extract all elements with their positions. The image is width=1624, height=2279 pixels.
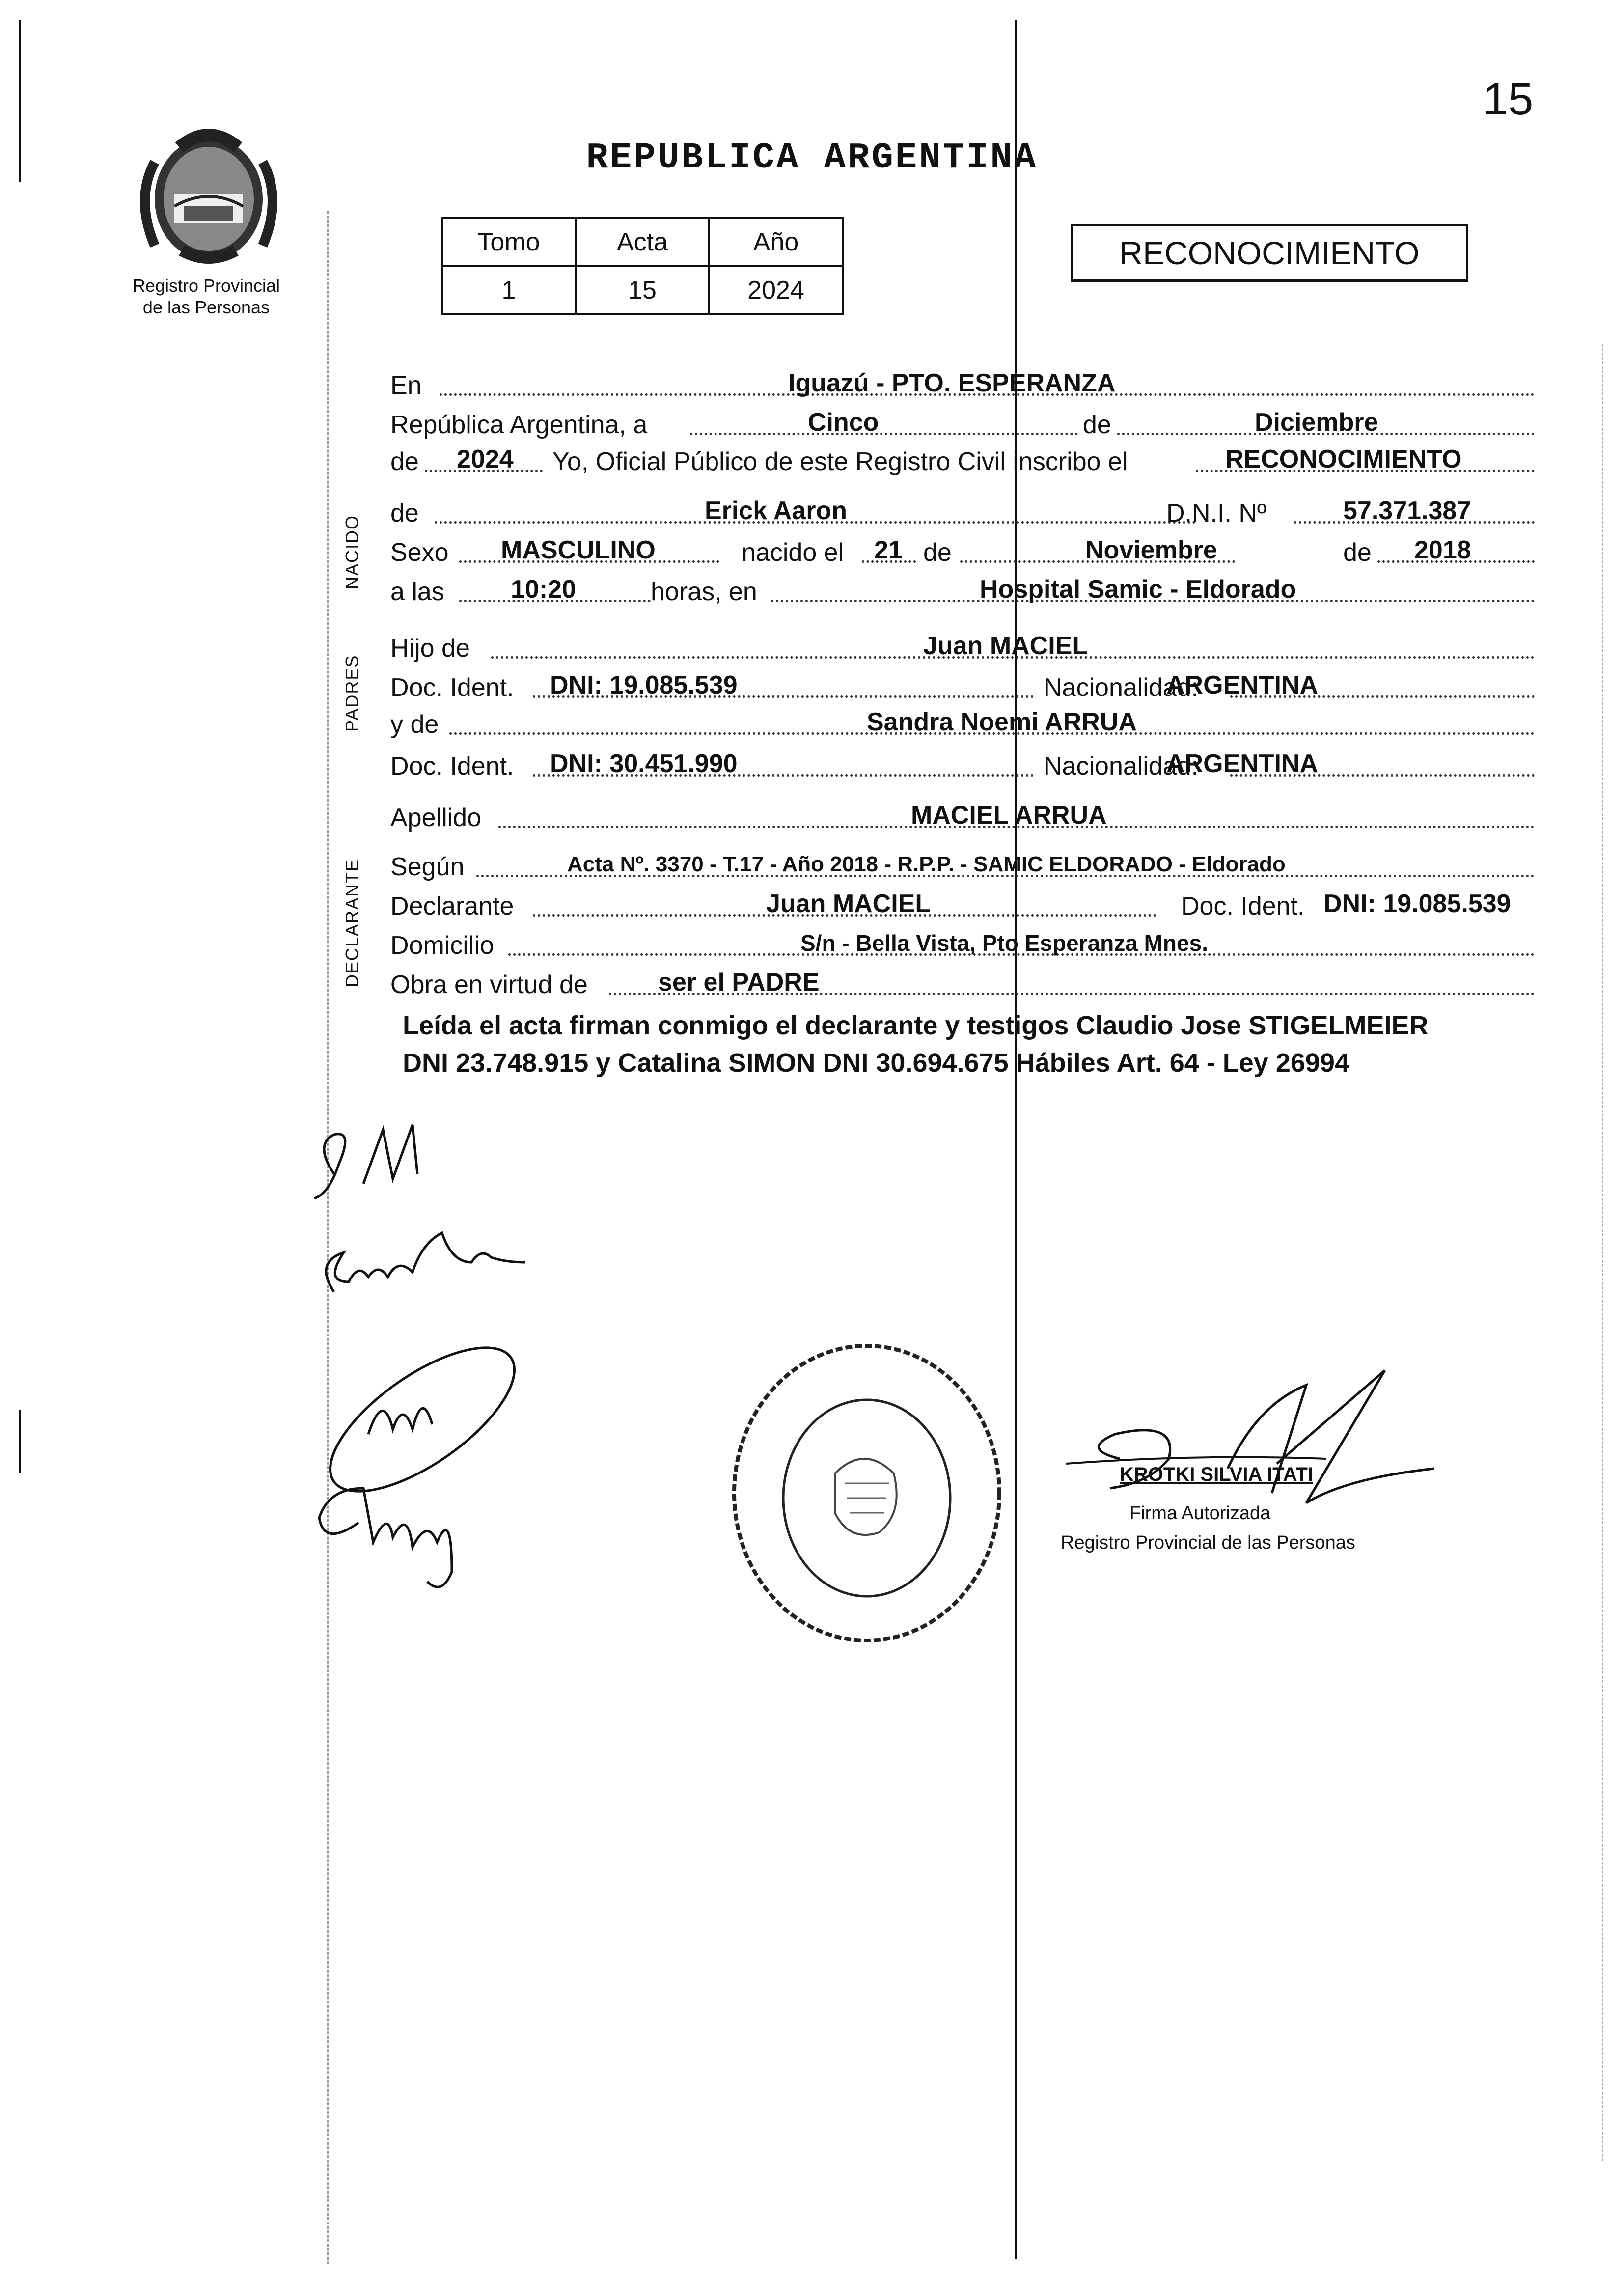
form-row-mother-doc: [390, 749, 1535, 783]
form-row-year: [390, 445, 1535, 479]
label-dni: D.N.I. Nº: [1166, 499, 1266, 528]
fold-line: [1015, 20, 1017, 2259]
label-address: Domicilio: [390, 931, 494, 960]
label-hours: horas, en: [651, 578, 757, 606]
side-label-declarant: DECLARANTE: [342, 858, 362, 987]
label-de-month: de: [923, 538, 952, 567]
form-row-time: [390, 575, 1535, 609]
record-header-tomo: Tomo: [442, 218, 576, 266]
label-declarant: Declarante: [390, 892, 514, 920]
form-row-date: [390, 408, 1535, 442]
record-header-acta: Acta: [576, 218, 709, 266]
label-doc-declarant: Doc. Ident.: [1181, 892, 1305, 920]
official-name: KROTKI SILVIA ITATI: [1120, 1464, 1314, 1485]
closing-line1: Leída el acta firman conmigo el declarante y testigos Claudio Jose STIGELMEIER: [403, 1011, 1429, 1040]
label-child-of: Hijo de: [390, 634, 470, 663]
label-republic: República Argentina, a: [390, 411, 648, 439]
label-de-year2: de: [1343, 538, 1372, 567]
closing-line2: DNI 23.748.915 y Catalina SIMON DNI 30.694.675 Hábiles Art. 64 - Ley 26994: [403, 1048, 1349, 1078]
label-de-name: de: [390, 499, 419, 528]
label-nationality-father: Nacionalidad:: [1044, 673, 1199, 702]
value-sex: MASCULINO: [501, 536, 656, 564]
value-inscribed: RECONOCIMIENTO: [1225, 445, 1462, 473]
label-surname: Apellido: [390, 804, 482, 832]
form-row-declarant: [390, 889, 1535, 923]
form-row-place: [390, 368, 1535, 403]
value-address: S/n - Bella Vista, Pto Esperanza Mnes.: [800, 930, 1208, 956]
form-row-address: [390, 928, 1535, 963]
value-name: Erick Aaron: [705, 497, 847, 525]
label-at: a las: [390, 578, 444, 606]
value-surname: MACIEL ARRUA: [911, 801, 1107, 830]
form-row-according: [390, 850, 1535, 884]
value-born-year: 2018: [1414, 536, 1471, 564]
side-label-parents: PADRES: [342, 654, 362, 732]
value-day: Cinco: [808, 408, 879, 437]
value-born-month: Noviembre: [1085, 536, 1217, 564]
form-row-surname: [390, 801, 1535, 835]
label-doc-father: Doc. Ident.: [390, 673, 514, 702]
value-reason: ser el PADRE: [658, 968, 820, 997]
record-type-box: RECONOCIMIENTO: [1071, 224, 1468, 282]
document-title: REPUBLICA ARGENTINA: [586, 138, 1038, 179]
value-declarant: Juan MACIEL: [766, 889, 931, 918]
record-value-acta: 15: [576, 266, 709, 314]
value-according: Acta Nº. 3370 - T.17 - Año 2018 - R.P.P. - SAMIC ELDORADO - Eldorado: [567, 852, 1286, 876]
margin-guide: [1602, 344, 1603, 2161]
value-mother-doc: DNI: 30.451.990: [550, 750, 738, 778]
value-year: 2024: [457, 445, 514, 473]
value-time: 10:20: [511, 575, 576, 604]
label-de: de: [1083, 411, 1111, 439]
label-according: Según: [390, 853, 465, 881]
value-father-doc: DNI: 19.085.539: [550, 671, 738, 699]
registry-line1: Registro Provincial: [132, 276, 280, 296]
label-doc-mother: Doc. Ident.: [390, 752, 514, 780]
value-month: Diciembre: [1255, 408, 1378, 437]
value-mother: Sandra Noemi ARRUA: [867, 708, 1137, 736]
registry-name: [98, 275, 314, 318]
label-sex: Sexo: [390, 538, 449, 567]
margin-bar: [19, 1410, 21, 1473]
form-row-reason: [390, 968, 1535, 1002]
record-header-year: Año: [709, 218, 843, 266]
value-dni: 57.371.387: [1343, 497, 1471, 525]
label-de-year: de: [390, 447, 419, 476]
official-registry: Registro Provincial de las Personas: [1061, 1532, 1355, 1553]
value-father: Juan MACIEL: [923, 632, 1088, 660]
registry-line2: de las Personas: [142, 297, 270, 317]
form-row-name: [390, 496, 1535, 530]
official-role: Firma Autorizada: [1129, 1503, 1271, 1524]
form-row-father-doc: [390, 670, 1535, 705]
form-row-sex: [390, 535, 1535, 570]
label-nationality-mother: Nacionalidad:: [1044, 752, 1199, 780]
label-reason: Obra en virtud de: [390, 971, 588, 999]
label-en: En: [390, 371, 422, 400]
page-number: 15: [1483, 74, 1534, 124]
form-row-father: [390, 631, 1535, 666]
record-table: [441, 217, 844, 315]
text-officer: Yo, Oficial Público de este Registro Civil inscribo el: [552, 447, 1128, 476]
value-born-day: 21: [874, 536, 903, 564]
label-born: nacido el: [742, 538, 844, 567]
record-value-year: 2024: [709, 266, 843, 314]
value-father-nationality: ARGENTINA: [1166, 671, 1319, 699]
value-mother-nationality: ARGENTINA: [1166, 750, 1319, 778]
official-seal-stamp: [722, 1336, 1012, 1650]
value-declarant-doc: DNI: 19.085.539: [1323, 889, 1511, 918]
label-and: y de: [390, 710, 439, 739]
value-place: Iguazú - PTO. ESPERANZA: [788, 369, 1116, 397]
form-row-mother: [390, 707, 1535, 742]
handwritten-signatures: [295, 1115, 638, 1616]
record-value-tomo: 1: [442, 266, 576, 314]
value-birthplace: Hospital Samic - Eldorado: [980, 575, 1296, 604]
closing-statement: [403, 1007, 1542, 1082]
side-label-born: NACIDO: [342, 514, 362, 589]
